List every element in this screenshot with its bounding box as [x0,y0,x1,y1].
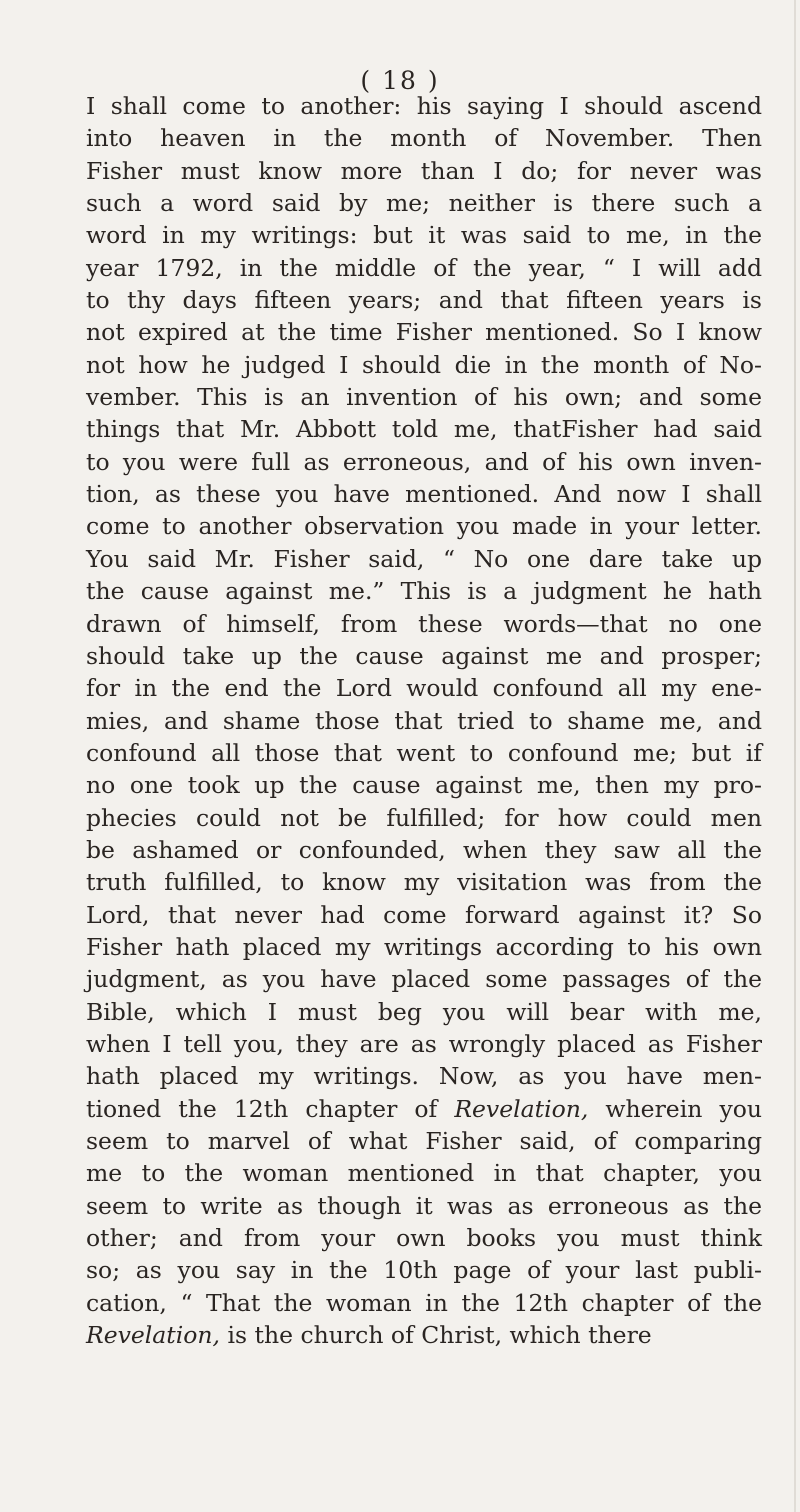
text-line: no one took up the cause against me, then my pro- [86,771,762,800]
text-line: so; as you say in the 10th page of your last publi- [86,1256,762,1285]
text-line: confound all those that went to confound me; but if [86,738,762,767]
text-line: drawn of himself, from these words—that no one [86,609,762,638]
text-line [86,1319,762,1351]
text-line: I shall come to another: his saying I should ascend [86,92,762,120]
text-line: when I tell you, they are as wrongly placed as Fisher [86,1029,762,1058]
text-line: not expired at the time Fisher mentioned. So I know [86,318,762,347]
text-line: year 1792, in the middle of the year, “ I will add [86,253,762,282]
text-line: things that Mr. Abbott told me, thatFisher had said [86,415,762,444]
italic-title: Revelation, [86,1321,221,1350]
text-line: mies, and shame those that tried to shame me, and [86,706,762,735]
text-line: phecies could not be fulfilled; for how could men [86,803,762,832]
text-line: to thy days fifteen years; and that fifteen years is [86,286,762,315]
text-line: me to the woman mentioned in that chapter, you [86,1159,762,1188]
text-line: into heaven in the month of November. Then [86,124,762,153]
text-line: to you were full as erroneous, and of his own inven- [86,447,762,476]
text-line: Lord, that never had come forward against it? So [86,900,762,929]
text-line: other; and from your own books you must think [86,1224,762,1253]
text-segment: tioned the 12th chapter of [86,1094,455,1123]
text-line: the cause against me.” This is a judgment he hath [86,577,762,606]
text-line: word in my writings: but it was said to me, in the [86,221,762,250]
text-line: hath placed my writings. Now, as you have men- [86,1062,762,1091]
text-line: not how he judged I should die in the month of No- [86,350,762,379]
text-line: seem to marvel of what Fisher said, of comparing [86,1127,762,1155]
text-line: truth fulfilled, to know my visitation was from the [86,868,762,897]
text-line: cation, “ That the woman in the 12th chapter of the [86,1288,762,1317]
page-edge [794,0,796,1512]
text-line [86,1093,762,1125]
italic-title: Revelation, [454,1094,589,1123]
text-line: Fisher hath placed my writings according to his own [86,932,762,961]
text-line: You said Mr. Fisher said, “ No one dare take up [86,544,762,573]
text-line: Fisher must know more than I do; for never was [86,156,762,185]
text-segment: is the church of Christ, which there [220,1321,652,1350]
text-line: Bible, which I must beg you will bear with me, [86,997,762,1026]
text-line: seem to write as though it was as erroneous as the [86,1191,762,1220]
text-line: such a word said by me; neither is there such a [86,189,762,218]
text-line: should take up the cause against me and prosper; [86,641,762,670]
text-line: be ashamed or confounded, when they saw all the [86,835,762,864]
text-line: for in the end the Lord would confound all my ene- [86,674,762,703]
page-number-header: ( 18 ) [360,66,440,95]
text-line: tion, as these you have mentioned. And now I shall [86,480,762,509]
body-text [86,90,762,1351]
text-line: vember. This is an invention of his own; and some [86,383,762,412]
text-line: come to another observation you made in your letter. [86,512,762,541]
text-segment: wherein you [588,1094,762,1123]
text-line: judgment, as you have placed some passages of the [86,965,762,994]
